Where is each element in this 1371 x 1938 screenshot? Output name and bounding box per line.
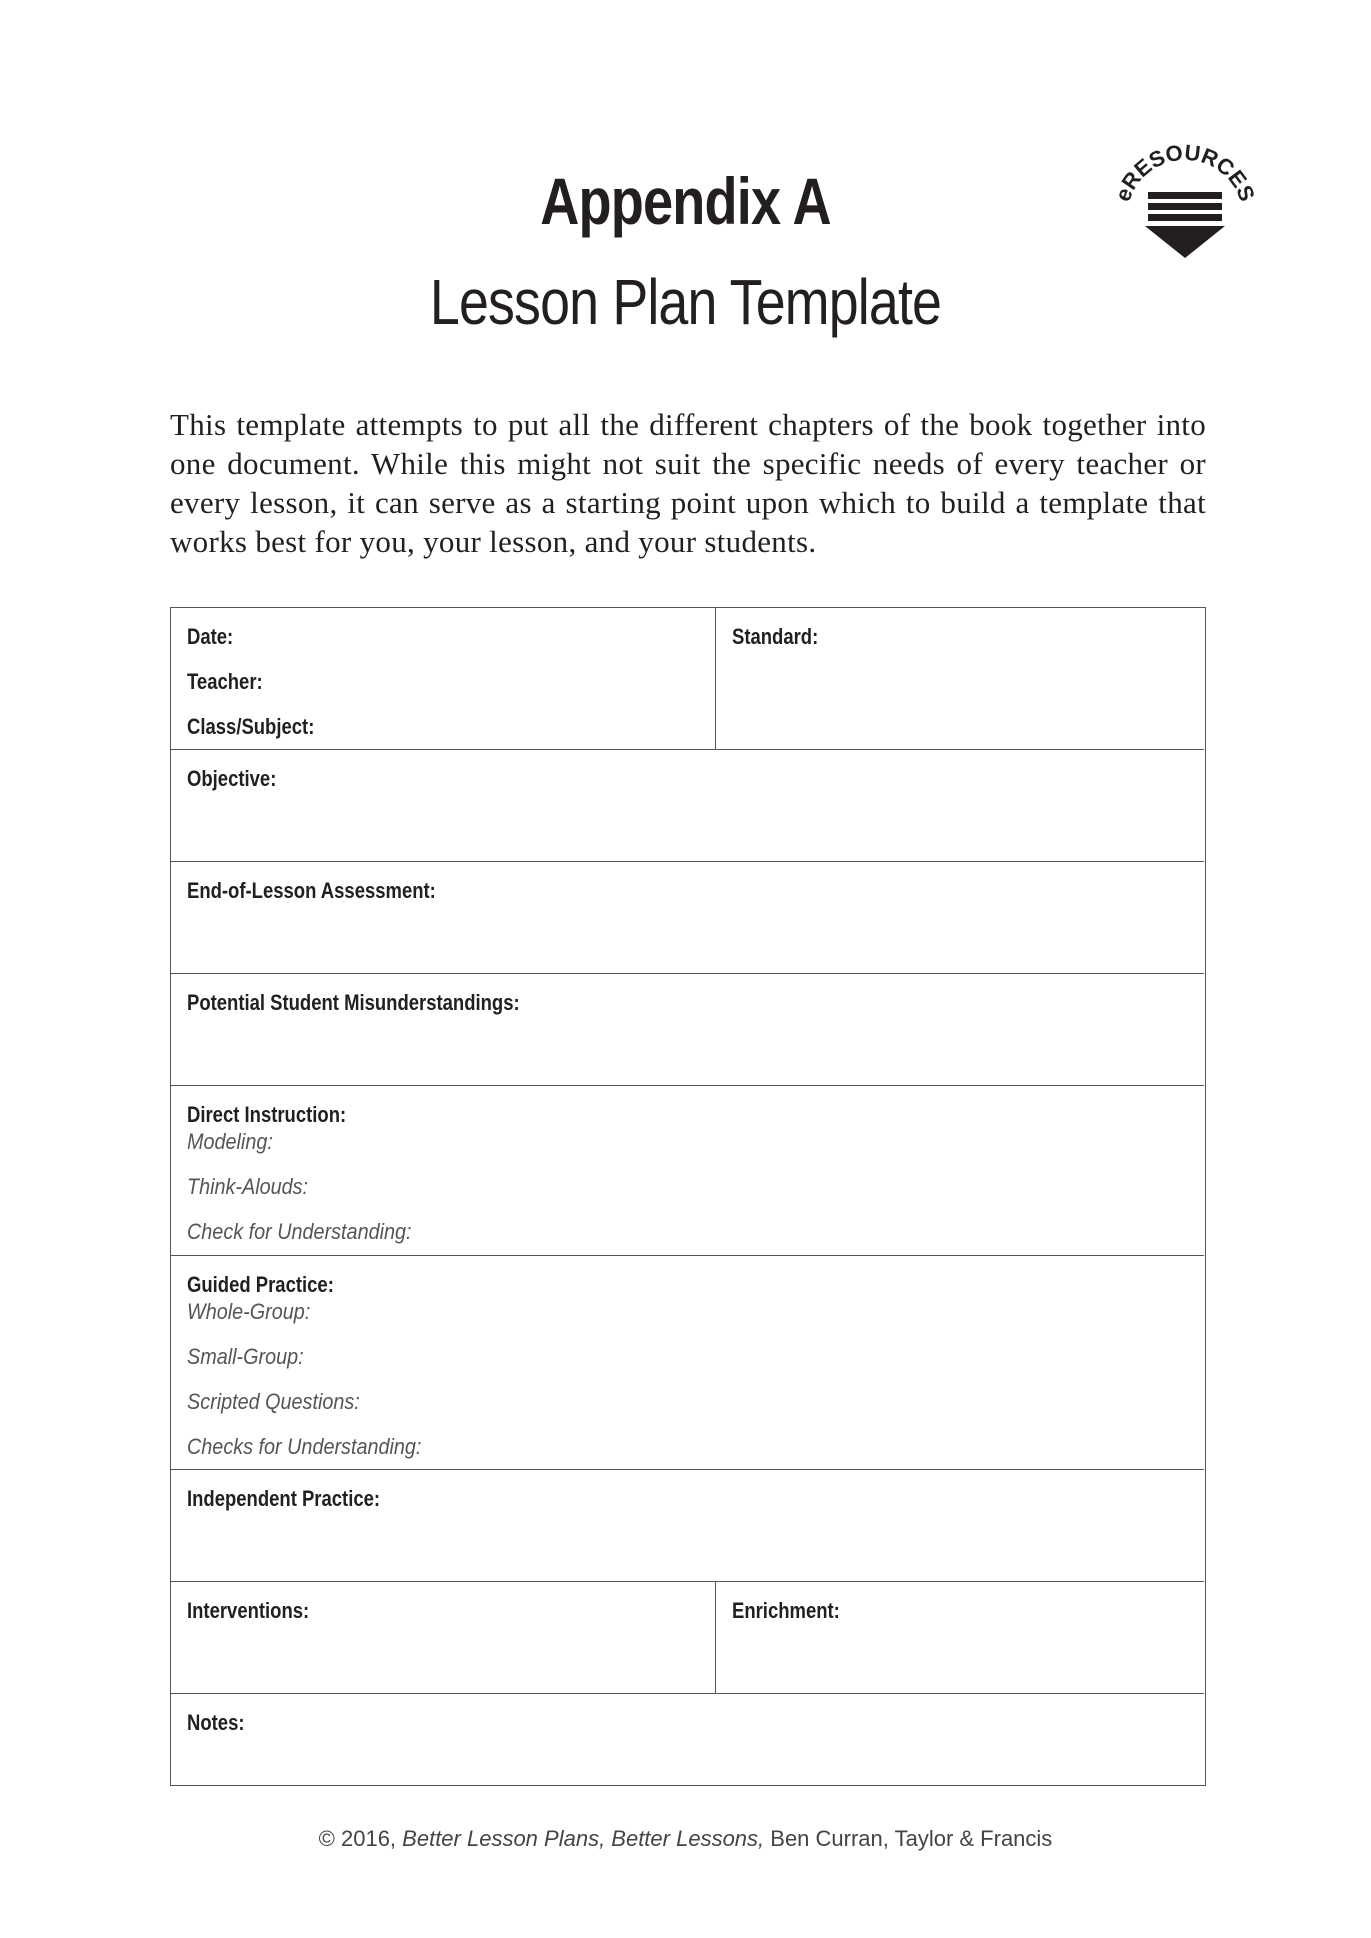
guided-practice-label: Guided Practice:: [187, 1272, 334, 1297]
independent-practice-cell[interactable]: [171, 1470, 1204, 1582]
standard-cell[interactable]: [716, 608, 1204, 750]
misunderstandings-label: Potential Student Misunderstandings:: [187, 990, 520, 1015]
page-title: Appendix A: [540, 164, 831, 238]
assessment-label: End-of-Lesson Assessment:: [187, 878, 436, 903]
book-title: Better Lesson Plans, Better Lessons,: [402, 1826, 765, 1851]
assessment-cell[interactable]: [171, 862, 1204, 974]
class-subject-label: Class/Subject:: [187, 714, 315, 739]
copyright-footer: [0, 1826, 1371, 1852]
copyright-year: © 2016,: [318, 1826, 403, 1851]
enrichment-cell[interactable]: [716, 1582, 1204, 1694]
objective-cell[interactable]: [171, 750, 1204, 862]
enrichment-label: Enrichment:: [732, 1598, 840, 1623]
download-arrow-icon: [1145, 192, 1225, 258]
misunderstandings-cell[interactable]: [171, 974, 1204, 1086]
direct-instruction-label: Direct Instruction:: [187, 1102, 347, 1127]
modeling-label: Modeling:: [187, 1129, 273, 1154]
small-group-label: Small-Group:: [187, 1344, 304, 1369]
whole-group-label: Whole-Group:: [187, 1299, 311, 1324]
guided-practice-cell[interactable]: [171, 1256, 1204, 1470]
independent-practice-label: Independent Practice:: [187, 1486, 381, 1511]
check-understanding-label: Check for Understanding:: [187, 1219, 412, 1244]
lesson-plan-form: [170, 607, 1206, 1786]
teacher-label: Teacher:: [187, 669, 263, 694]
interventions-cell[interactable]: [171, 1582, 716, 1694]
scripted-questions-label: Scripted Questions:: [187, 1389, 360, 1414]
direct-instruction-cell[interactable]: [171, 1086, 1204, 1256]
checks-understanding-label: Checks for Understanding:: [187, 1434, 422, 1459]
think-alouds-label: Think-Alouds:: [187, 1174, 309, 1199]
header-info-cell[interactable]: [171, 608, 716, 750]
interventions-label: Interventions:: [187, 1598, 310, 1623]
badge-text: eRESOURCES: [1109, 140, 1260, 205]
notes-cell[interactable]: [171, 1694, 1204, 1784]
standard-label: Standard:: [732, 624, 819, 649]
eresources-badge[interactable]: [1105, 140, 1265, 270]
footer-credits: Ben Curran, Taylor & Francis: [764, 1826, 1053, 1851]
notes-label: Notes:: [187, 1710, 245, 1735]
date-label: Date:: [187, 624, 234, 649]
intro-paragraph: This template attempts to put all the different chapters of the book together into one document. While this might not suit the specific needs of every teacher or every lesson, it can serve as a starting point upon which to build a template that works best for you, your lesson, and your students.: [170, 407, 1206, 559]
eresources-logo: [1105, 140, 1265, 270]
objective-label: Objective:: [187, 766, 277, 791]
page-subtitle: Lesson Plan Template: [429, 266, 942, 338]
